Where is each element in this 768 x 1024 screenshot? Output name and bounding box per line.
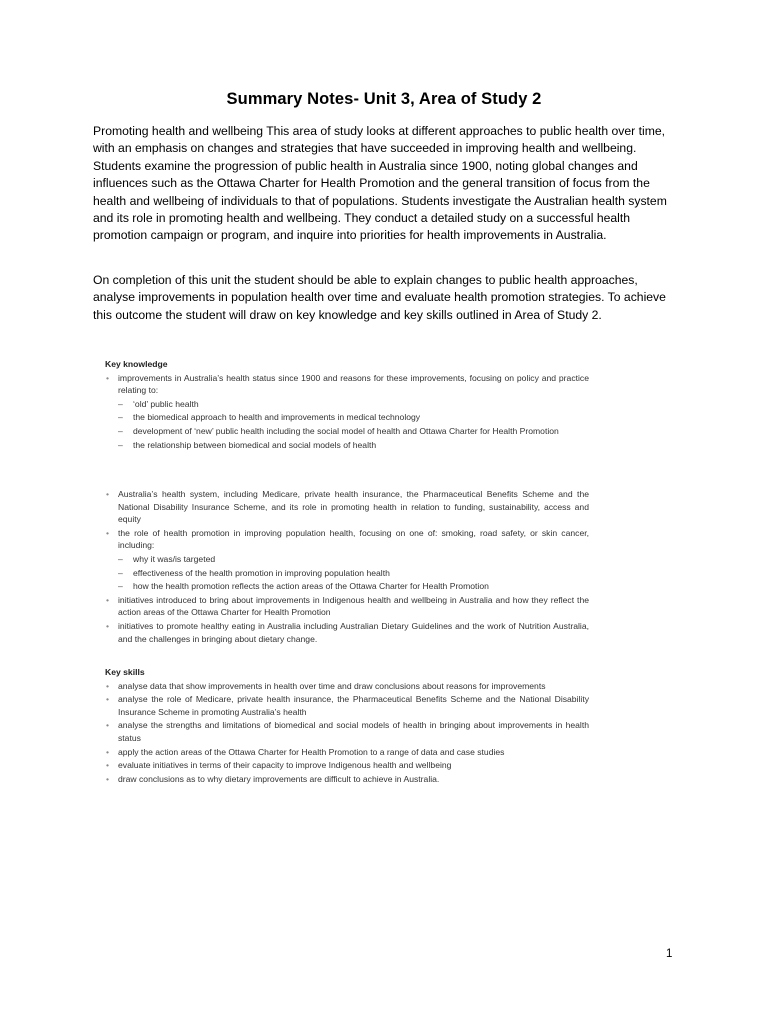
outcome-paragraph: On completion of this unit the student should be able to explain changes to public health approaches, analyse improvements in population health over time and evaluate health promotion strategies. To achieve this outcome the student will draw on key knowledge and key skills outlined in Area of Study 2. xyxy=(93,273,666,322)
list-item: • evaluate initiatives in terms of their capacity to improve Indigenous health and wellbeing xyxy=(105,759,589,772)
list-item: • analyse the strengths and limitations of biomedical and social models of health in bringing about improvements in health status xyxy=(105,719,589,744)
list-item: • apply the action areas of the Ottawa Charter for Health Promotion to a range of data and case studies xyxy=(105,746,589,759)
sub-list-item: – the relationship between biomedical and social models of health xyxy=(105,439,589,452)
list-item: • initiatives introduced to bring about improvements in Indigenous health and wellbeing in Australia and how they reflect the action areas of the Ottawa Charter for Health Promotion xyxy=(105,594,589,619)
list-item: • initiatives to promote healthy eating in Australia including Australian Dietary Guidelines and the work of Nutrition Australia, and the challenges in bringing about dietary change. xyxy=(105,620,589,645)
sub-list-item: – why it was/is targeted xyxy=(105,553,589,566)
intro-paragraph: Promoting health and wellbeing This area of study looks at different approaches to public health over time, with an emphasis on changes and strategies that have succeeded in improving health and wellbeing. Students examine the progression of public health in Australia since 1900, noting global changes and influences such as the Ottawa Charter for Health Promotion and the general transition of focus from the health and wellbeing of individuals to that of populations. Students investigate the Australian health system and its role in promoting health and wellbeing. They conduct a detailed study on a successful health promotion campaign or program, and inquire into priorities for health improvements in Australia. xyxy=(93,124,667,243)
key-skills-heading: Key skills xyxy=(105,667,145,677)
key-knowledge-list-continued xyxy=(105,488,589,645)
key-skills-list xyxy=(105,680,589,786)
list-item: • improvements in Australia’s health status since 1900 and reasons for these improvements, focusing on policy and practice relating to: xyxy=(105,372,589,397)
list-item: • analyse data that show improvements in health over time and draw conclusions about reasons for improvements xyxy=(105,680,589,693)
sub-list-item: – ‘old’ public health xyxy=(105,398,589,411)
key-knowledge-heading: Key knowledge xyxy=(105,359,168,369)
list-item: • Australia’s health system, including Medicare, private health insurance, the Pharmaceutical Benefits Scheme and the National Disability Insurance Scheme, and its role in promoting health in relation to funding, sustainability, access and equity xyxy=(105,488,589,526)
key-knowledge-list xyxy=(105,372,589,452)
sub-list-item: – how the health promotion reflects the action areas of the Ottawa Charter for Health Promotion xyxy=(105,580,589,593)
sub-list-item: – effectiveness of the health promotion in improving population health xyxy=(105,567,589,580)
list-item: • the role of health promotion in improving population health, focusing on one of: smoking, road safety, or skin cancer, including: xyxy=(105,527,589,552)
key-knowledge-section xyxy=(105,358,589,452)
sub-list-item: – the biomedical approach to health and improvements in medical technology xyxy=(105,411,589,424)
page-title: Summary Notes- Unit 3, Area of Study 2 xyxy=(226,90,542,108)
key-knowledge-continued xyxy=(105,488,589,646)
sub-list-item: – development of ‘new’ public health including the social model of health and Ottawa Charter for Health Promotion xyxy=(105,425,589,438)
list-item: • analyse the role of Medicare, private health insurance, the Pharmaceutical Benefits Scheme and the National Disability Insurance Scheme in promoting Australia’s health xyxy=(105,693,589,718)
list-item: • draw conclusions as to why dietary improvements are difficult to achieve in Australia. xyxy=(105,773,589,786)
page-number: 1 xyxy=(666,948,673,960)
key-skills-section xyxy=(105,666,589,786)
